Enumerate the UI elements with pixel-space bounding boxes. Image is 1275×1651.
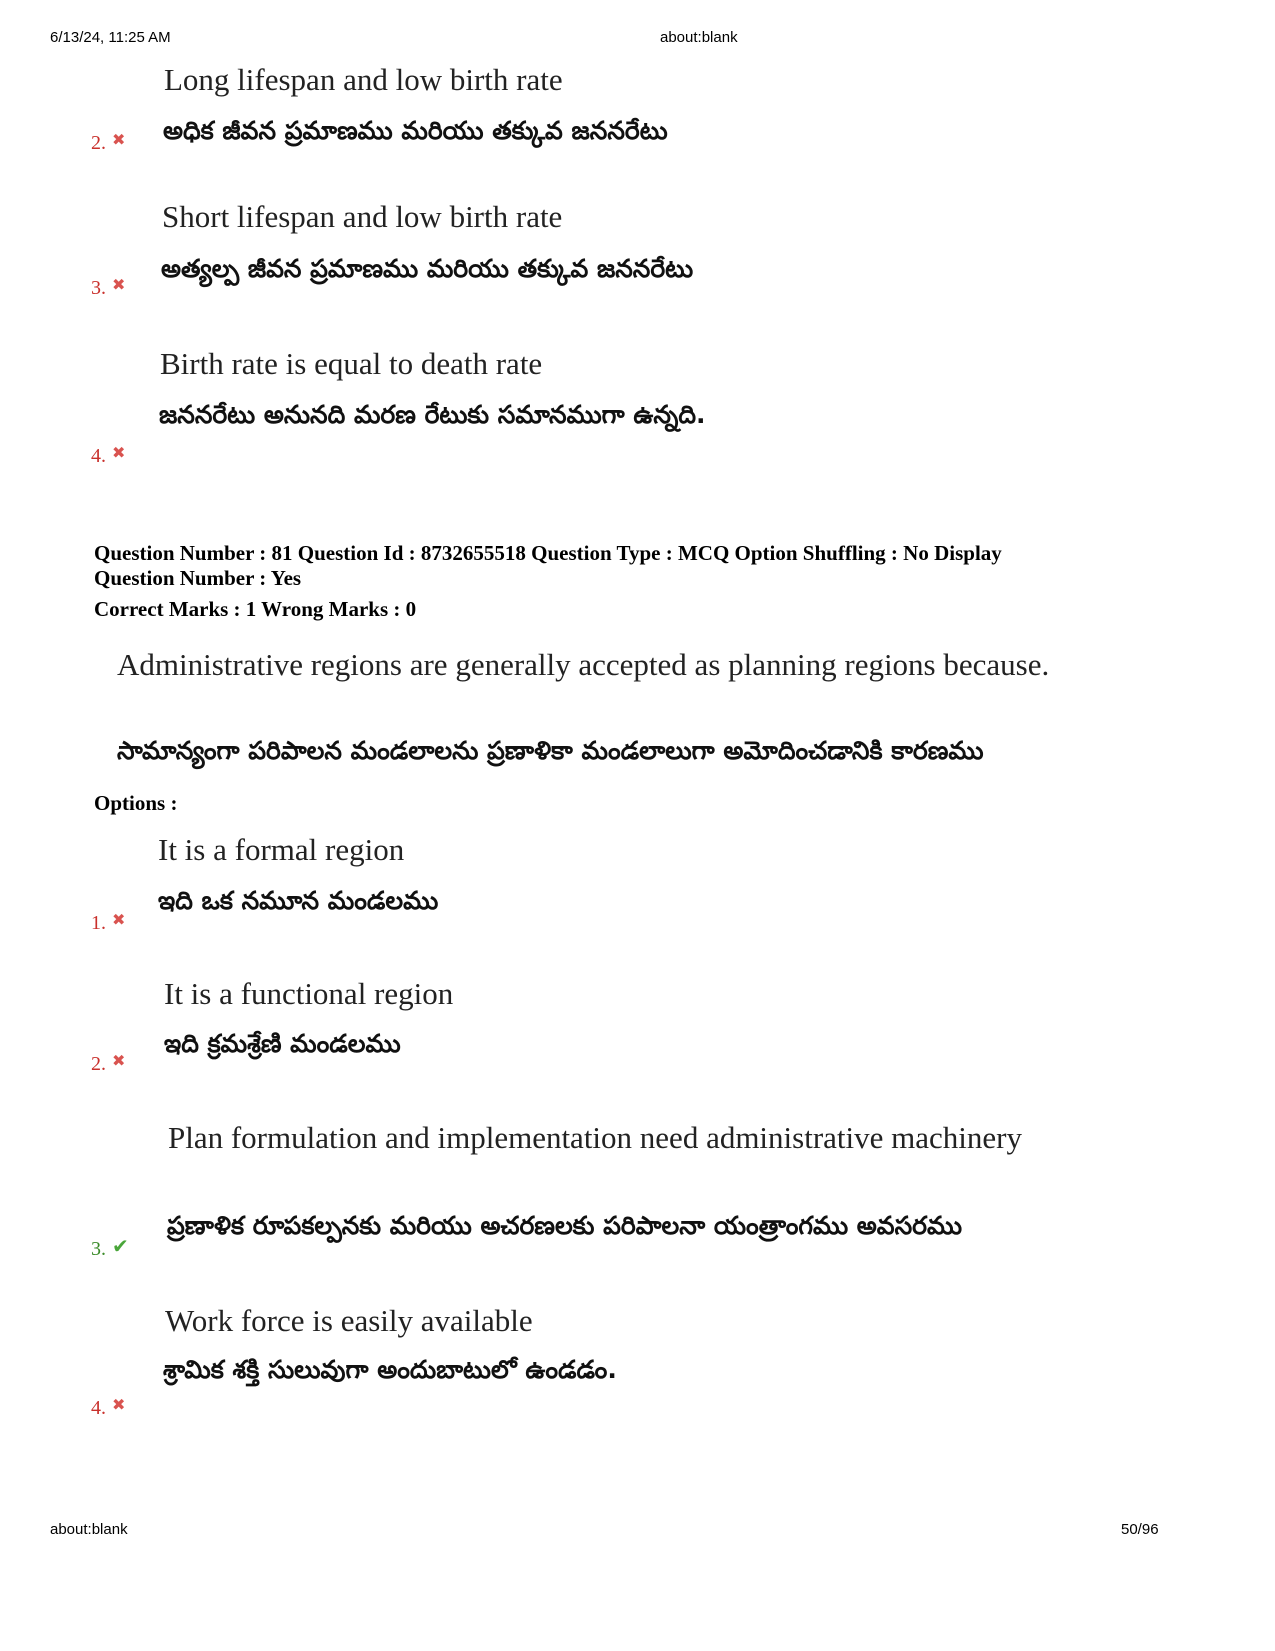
option-number: [91, 910, 125, 935]
wrong-cross-icon: ✖: [112, 275, 126, 294]
option-english-text: Birth rate is equal to death rate: [160, 346, 543, 381]
option-telugu-text: ఇది క్రమశ్రేణి మండలము: [164, 1029, 401, 1058]
option-number: [91, 130, 125, 155]
wrong-cross-icon: ✖: [112, 1395, 126, 1414]
question-meta-line1: Question Number : 81 Question Id : 8732655518 Question Type : MCQ Option Shuffling : No Display: [94, 541, 1002, 565]
option-english-text: Short lifespan and low birth rate: [162, 199, 563, 234]
print-title: about:blank: [660, 29, 738, 46]
option-telugu-text: అధిక జీవన ప్రమాణము మరియు తక్కువ జననరేటు: [163, 116, 668, 145]
option-telugu-text: అత్యల్ప జీవన ప్రమాణము మరియు తక్కువ జననరేటు: [161, 254, 694, 283]
option-number-label: 2.: [91, 132, 106, 154]
question-marks: Correct Marks : 1 Wrong Marks : 0: [94, 597, 417, 621]
option-number: [91, 1051, 125, 1076]
correct-check-icon: ✔: [112, 1234, 129, 1258]
question-meta-line2: Question Number : Yes: [94, 566, 302, 590]
options-label: Options :: [94, 791, 178, 815]
wrong-cross-icon: ✖: [112, 130, 126, 149]
option-number: [91, 275, 125, 300]
option-number: [91, 1234, 129, 1261]
option-number-label: 1.: [91, 912, 106, 934]
wrong-cross-icon: ✖: [112, 910, 126, 929]
option-telugu-text: జననరేటు అనునది మరణ రేటుకు సమానముగా ఉన్నది.: [159, 400, 706, 429]
option-telugu-text: ప్రణాళిక రూపకల్పనకు మరియు అచరణలకు పరిపాలనా యంత్రాంగము అవసరము: [167, 1211, 963, 1240]
option-number-label: 4.: [91, 445, 106, 467]
print-datetime: 6/13/24, 11:25 AM: [50, 29, 171, 46]
option-english-text: Plan formulation and implementation need administrative machinery: [168, 1120, 1022, 1155]
print-page-number: 50/96: [1121, 1521, 1159, 1538]
option-number-label: 3.: [91, 277, 106, 299]
option-telugu-text: శ్రామిక శక్తి సులువుగా అందుబాటులో ఉండడం.: [163, 1355, 617, 1384]
question-text-telugu: సామాన్యంగా పరిపాలన మండలాలను ప్రణాళికా మండలాలుగా అమోదించడానికి కారణము: [117, 736, 984, 765]
option-english-text: Work force is easily available: [165, 1303, 533, 1338]
option-telugu-text: ఇది ఒక నమూన మండలము: [158, 886, 439, 915]
option-english-text: It is a functional region: [164, 976, 454, 1011]
option-number-label: 3.: [91, 1238, 106, 1260]
wrong-cross-icon: ✖: [112, 443, 126, 462]
wrong-cross-icon: ✖: [112, 1051, 126, 1070]
print-footer-url: about:blank: [50, 1521, 128, 1538]
option-number: [91, 443, 125, 468]
option-number-label: 4.: [91, 1397, 106, 1419]
option-number: [91, 1395, 125, 1420]
question-text-english: Administrative regions are generally accepted as planning regions because.: [117, 647, 1050, 682]
option-english-text: It is a formal region: [158, 832, 405, 867]
option-english-text: Long lifespan and low birth rate: [164, 62, 563, 97]
option-number-label: 2.: [91, 1053, 106, 1075]
